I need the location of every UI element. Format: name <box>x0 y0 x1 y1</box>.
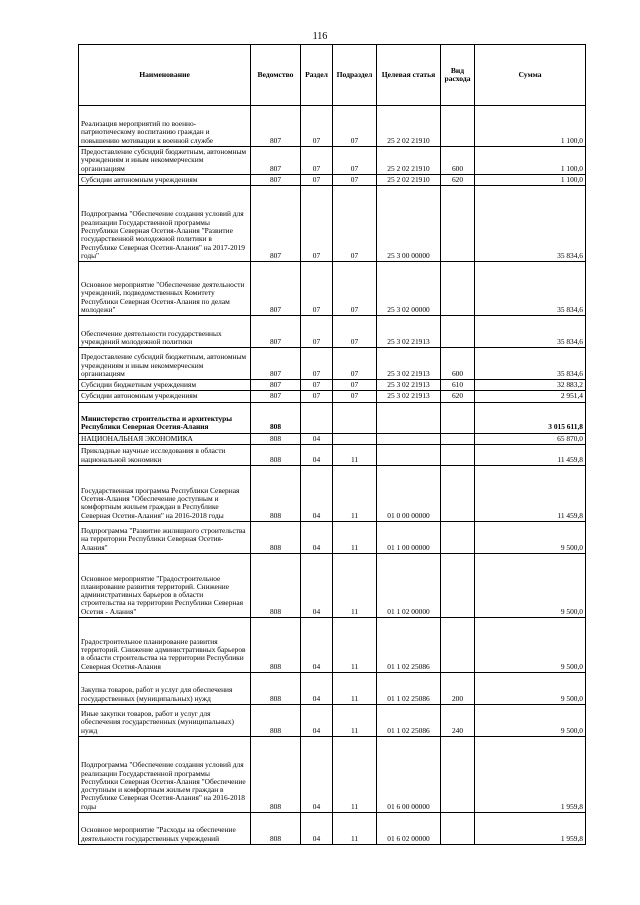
cell-statya: 25 2 02 21910 <box>377 106 441 147</box>
cell-podrazdel: 07 <box>333 106 377 147</box>
cell-statya: 01 1 02 25086 <box>377 672 441 704</box>
table-row <box>79 553 586 617</box>
cell-vid <box>441 106 475 147</box>
cell-statya: 01 6 02 00000 <box>377 812 441 844</box>
cell-ved: 808 <box>251 521 301 553</box>
cell-podrazdel: 07 <box>333 380 377 391</box>
header-row <box>79 45 586 106</box>
cell-ved: 808 <box>251 736 301 812</box>
cell-ved: 807 <box>251 174 301 185</box>
cell-ved: 808 <box>251 402 301 433</box>
cell-sum: 35 834,6 <box>475 348 586 380</box>
table-row <box>79 316 586 348</box>
cell-sum: 2 951,4 <box>475 391 586 402</box>
cell-sum: 1 100,0 <box>475 147 586 175</box>
cell-razdel: 04 <box>301 465 333 521</box>
cell-name: Подпрограмма "Развитие жилищного строительства на территории Республики Северная Осетия-Алания" <box>79 521 251 553</box>
table-row <box>79 465 586 521</box>
cell-podrazdel: 07 <box>333 174 377 185</box>
cell-sum: 9 500,0 <box>475 521 586 553</box>
cell-razdel: 07 <box>301 262 333 316</box>
table-row <box>79 433 586 444</box>
cell-razdel: 07 <box>301 174 333 185</box>
budget-table <box>78 44 586 845</box>
table-row <box>79 812 586 844</box>
cell-razdel: 04 <box>301 812 333 844</box>
cell-razdel: 07 <box>301 106 333 147</box>
cell-vid <box>441 186 475 262</box>
cell-podrazdel: 11 <box>333 812 377 844</box>
table-row <box>79 380 586 391</box>
cell-ved: 807 <box>251 316 301 348</box>
cell-vid: 200 <box>441 672 475 704</box>
cell-statya: 25 3 00 00000 <box>377 186 441 262</box>
table-row <box>79 391 586 402</box>
cell-sum: 11 459,8 <box>475 465 586 521</box>
cell-statya: 01 0 00 00000 <box>377 465 441 521</box>
cell-ved: 807 <box>251 380 301 391</box>
cell-vid <box>441 402 475 433</box>
cell-ved: 807 <box>251 348 301 380</box>
cell-podrazdel: 07 <box>333 316 377 348</box>
cell-razdel: 07 <box>301 186 333 262</box>
cell-vid <box>441 812 475 844</box>
cell-name: Реализация мероприятий по военно-патриотическому воспитанию граждан и повышению мотивации к военной службе <box>79 106 251 147</box>
cell-razdel: 04 <box>301 672 333 704</box>
cell-podrazdel: 07 <box>333 147 377 175</box>
cell-name: Основное мероприятие "Обеспечение деятельности учреждений, подведомственных Комитету Республики Северная Осетия-Алания по делам молодежи" <box>79 262 251 316</box>
cell-statya: 25 3 02 21913 <box>377 380 441 391</box>
cell-vid: 240 <box>441 704 475 736</box>
cell-statya <box>377 433 441 444</box>
cell-razdel: 07 <box>301 348 333 380</box>
cell-podrazdel: 11 <box>333 553 377 617</box>
header-statya: Целевая статья <box>377 45 441 106</box>
cell-sum: 1 959,8 <box>475 736 586 812</box>
cell-statya: 01 1 00 00000 <box>377 521 441 553</box>
cell-sum: 9 500,0 <box>475 617 586 672</box>
cell-vid: 600 <box>441 147 475 175</box>
cell-razdel <box>301 402 333 433</box>
cell-name: Градостроительное планирование развития территорий. Снижение административных барьеров в области строительства на территории Республики Северная Осетия-Алания <box>79 617 251 672</box>
cell-vid <box>441 553 475 617</box>
cell-vid: 620 <box>441 391 475 402</box>
cell-sum: 35 834,6 <box>475 186 586 262</box>
cell-sum: 32 883,2 <box>475 380 586 391</box>
cell-razdel: 04 <box>301 736 333 812</box>
cell-statya: 01 1 02 00000 <box>377 553 441 617</box>
cell-sum: 1 100,0 <box>475 106 586 147</box>
page-number: 116 <box>312 31 328 42</box>
table-row <box>79 704 586 736</box>
cell-podrazdel: 11 <box>333 521 377 553</box>
cell-sum: 1 959,8 <box>475 812 586 844</box>
table-row <box>79 617 586 672</box>
cell-podrazdel: 11 <box>333 444 377 465</box>
cell-sum: 9 500,0 <box>475 553 586 617</box>
cell-vid: 620 <box>441 174 475 185</box>
cell-ved: 808 <box>251 553 301 617</box>
cell-vid: 600 <box>441 348 475 380</box>
cell-statya: 25 3 02 21913 <box>377 391 441 402</box>
cell-vid <box>441 433 475 444</box>
cell-vid <box>441 521 475 553</box>
cell-ved: 808 <box>251 617 301 672</box>
cell-statya: 01 1 02 25086 <box>377 704 441 736</box>
cell-ved: 807 <box>251 147 301 175</box>
header-vid: Вид расхода <box>441 45 475 106</box>
cell-ved: 808 <box>251 465 301 521</box>
header-podrazdel: Подраздел <box>333 45 377 106</box>
cell-name: Основное мероприятие "Расходы на обеспечение деятельности государственных учреждений <box>79 812 251 844</box>
cell-ved: 808 <box>251 812 301 844</box>
table-row <box>79 106 586 147</box>
table-row <box>79 186 586 262</box>
cell-podrazdel <box>333 433 377 444</box>
cell-name: Субсидии автономным учреждениям <box>79 391 251 402</box>
cell-sum: 9 500,0 <box>475 704 586 736</box>
cell-statya: 25 2 02 21910 <box>377 174 441 185</box>
cell-vid: 610 <box>441 380 475 391</box>
cell-vid <box>441 617 475 672</box>
cell-name: Обеспечение деятельности государственных учреждений молодежной политики <box>79 316 251 348</box>
table-row <box>79 402 586 433</box>
cell-razdel: 07 <box>301 147 333 175</box>
cell-name: Иные закупки товаров, работ и услуг для обеспечения государственных (муниципальных) нужд <box>79 704 251 736</box>
cell-name: Предоставление субсидий бюджетным, автономным учреждениям и иным некоммерческим организациям <box>79 348 251 380</box>
cell-ved: 808 <box>251 672 301 704</box>
cell-name: Прикладные научные исследования в области национальной экономики <box>79 444 251 465</box>
cell-podrazdel: 11 <box>333 465 377 521</box>
cell-statya: 25 3 02 00000 <box>377 262 441 316</box>
cell-sum: 35 834,6 <box>475 316 586 348</box>
table-row <box>79 348 586 380</box>
cell-name: Подпрограмма "Обеспечение создания условий для реализации Государственной программы Республики Северная Осетия-Алания "Обеспечение доступным и комфортным жильем граждан в Республике Северная Осетия-Алания" на 2016-2018 годы <box>79 736 251 812</box>
cell-sum: 65 870,0 <box>475 433 586 444</box>
cell-name: Основное мероприятие "Градостроительное планирование развития территорий. Снижение административных барьеров в области строительства на территории Республики Северная Осетия - Алания" <box>79 553 251 617</box>
cell-podrazdel: 07 <box>333 262 377 316</box>
cell-name: Государственная программа Республики Северная Осетия-Алания "Обеспечение доступным и комфортным жильем граждан в Республике Северная Осетия-Алания" на 2016-2018 годы <box>79 465 251 521</box>
table-row <box>79 262 586 316</box>
cell-name: Подпрограмма "Обеспечение создания условий для реализации Государственной программы Республики Северная Осетия-Алания "Развитие государственной молодежной политики в Республике Северная Осетия-Алания" на 2017-2019 годы" <box>79 186 251 262</box>
cell-razdel: 04 <box>301 617 333 672</box>
table-row <box>79 736 586 812</box>
cell-name: Министерство строительства и архитектуры Республики Северная Осетия-Алания <box>79 402 251 433</box>
cell-razdel: 04 <box>301 444 333 465</box>
header-name: Наименование <box>79 45 251 106</box>
cell-ved: 807 <box>251 186 301 262</box>
cell-ved: 807 <box>251 262 301 316</box>
cell-razdel: 07 <box>301 380 333 391</box>
cell-ved: 807 <box>251 391 301 402</box>
cell-name: Субсидии автономным учреждениям <box>79 174 251 185</box>
cell-podrazdel: 11 <box>333 736 377 812</box>
cell-razdel: 04 <box>301 433 333 444</box>
cell-sum: 9 500,0 <box>475 672 586 704</box>
cell-name: Закупка товаров, работ и услуг для обеспечения государственных (муниципальных) нужд <box>79 672 251 704</box>
cell-podrazdel: 07 <box>333 186 377 262</box>
table-row <box>79 521 586 553</box>
cell-podrazdel: 11 <box>333 704 377 736</box>
cell-sum: 3 015 611,8 <box>475 402 586 433</box>
cell-vid <box>441 444 475 465</box>
cell-statya <box>377 444 441 465</box>
cell-vid <box>441 465 475 521</box>
cell-vid <box>441 736 475 812</box>
cell-ved: 808 <box>251 704 301 736</box>
cell-statya: 25 2 02 21910 <box>377 147 441 175</box>
cell-vid <box>441 316 475 348</box>
cell-razdel: 04 <box>301 704 333 736</box>
cell-podrazdel: 11 <box>333 617 377 672</box>
cell-razdel: 04 <box>301 553 333 617</box>
cell-razdel: 07 <box>301 316 333 348</box>
cell-sum: 35 834,6 <box>475 262 586 316</box>
cell-statya: 25 3 02 21913 <box>377 348 441 380</box>
cell-razdel: 07 <box>301 391 333 402</box>
cell-ved: 808 <box>251 433 301 444</box>
header-sum: Сумма <box>475 45 586 106</box>
table-row <box>79 444 586 465</box>
table-row <box>79 174 586 185</box>
cell-statya: 25 3 02 21913 <box>377 316 441 348</box>
cell-statya: 01 6 00 00000 <box>377 736 441 812</box>
cell-name: Субсидии бюджетным учреждениям <box>79 380 251 391</box>
cell-ved: 808 <box>251 444 301 465</box>
cell-razdel: 04 <box>301 521 333 553</box>
cell-podrazdel: 11 <box>333 672 377 704</box>
header-razdel: Раздел <box>301 45 333 106</box>
cell-vid <box>441 262 475 316</box>
cell-podrazdel <box>333 402 377 433</box>
cell-sum: 1 100,0 <box>475 174 586 185</box>
cell-name: Предоставление субсидий бюджетным, автономным учреждениям и иным некоммерческим организациям <box>79 147 251 175</box>
cell-ved: 807 <box>251 106 301 147</box>
header-ved: Ведомство <box>251 45 301 106</box>
cell-sum: 11 459,8 <box>475 444 586 465</box>
cell-podrazdel: 07 <box>333 391 377 402</box>
table-row <box>79 147 586 175</box>
cell-podrazdel: 07 <box>333 348 377 380</box>
cell-name: НАЦИОНАЛЬНАЯ ЭКОНОМИКА <box>79 433 251 444</box>
cell-statya: 01 1 02 25086 <box>377 617 441 672</box>
cell-statya <box>377 402 441 433</box>
table-row <box>79 672 586 704</box>
